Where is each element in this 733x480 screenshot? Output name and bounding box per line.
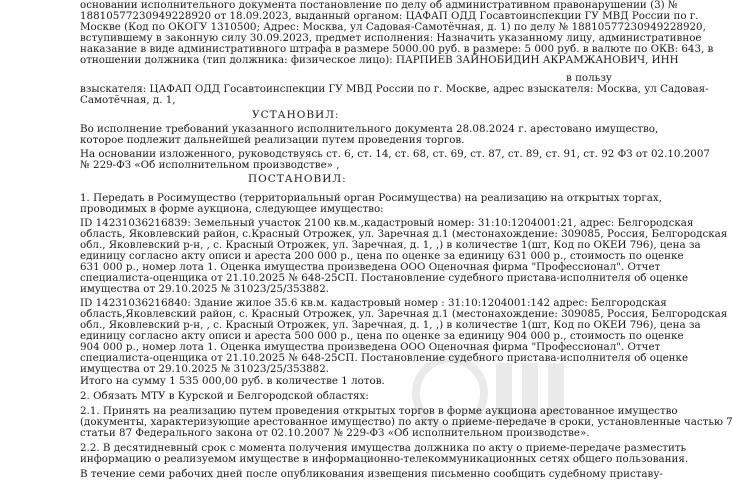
document-line: обл., Яковлевский р-н, , с. Красный Отрожек, ул. Заречная, д. 1, ,) в количестве 1(шт, Код по ОКЕИ 796), цена за <box>80 319 701 331</box>
document-line: имущества от 29.10.2025 № 31023/25/353882. <box>80 283 330 295</box>
document-line: основании исполнительного документа постановление по делу об административном правонарушении (3) № <box>80 0 678 11</box>
document-line: В течение семи рабочих дней после опубликования извещения письменно сообщить судебному приставу- <box>80 468 663 480</box>
document-line: № 229-ФЗ «Об исполнительном производстве» , <box>80 159 340 171</box>
document-line: ID 14231036216840: Здание жилое 35.6 кв.м. кадастровый номер : 31:10:1204001:142 адрес: Белгородская <box>80 297 667 309</box>
document-line: 904 000 р., номер лота 1. Оценка имущества произведена ООО Оценочная фирма "Профессионал". Отчет <box>80 341 661 353</box>
document-line: 18810577230949228920 от 18.09.2023, выданный органом: ЦАФАП ОДД Госавтоинспекции ГУ МВД России по г. <box>80 10 699 22</box>
document-line: которое подлежит дальнейшей реализации путем проведения торгов. <box>80 134 465 146</box>
section-heading: ПОСТАНОВИЛ: <box>248 173 347 185</box>
document-line: Самотёчная, д. 1, <box>80 94 176 106</box>
document-line: единицу согласно акту описи и ареста 200 000 р., цена по оценке за единицу 631 000 р., стоимость по оценке <box>80 250 684 262</box>
document-line: специалиста-оценщика от 21.10.2025 № 648-25СП. Постановление судебного пристава-исполнителя об оценке <box>80 272 689 284</box>
document-line: 631 000 р., номер лота 1. Оценка имущества произведена ООО Оценочная фирма "Профессионал". Отчет <box>80 261 661 273</box>
document-line: 2. Обязать МТУ в Курской и Белгородской областях: <box>80 390 369 402</box>
document-line: в пользу <box>566 72 612 84</box>
document-line: единицу согласно акту описи и ареста 500 000 р., цена по оценке за единицу 904 000 р., стоимость по оценке <box>80 330 684 342</box>
document-line: вступившему в законную силу 30.09.2023, предмет исполнения: Назначить указанному лицу, административное <box>80 32 702 44</box>
document-line: область,Яковлевский район, с. Красный Отрожек, ул. Заречная д.1 (местонахождение: 309085, Россия, Белгородская <box>80 308 728 320</box>
document-line: 2.2. В десятидневный срок с момента получения имущества должника по акту о приеме-передаче разместить <box>80 442 687 454</box>
document-line: статьи 87 Федерального закона от 02.10.2007 № 229-ФЗ «Об исполнительном производстве». <box>80 427 590 439</box>
section-heading: УСТАНОВИЛ: <box>252 109 340 121</box>
document-line: отношении должника (тип должника: физическое лицо): ПАРПИЕВ ЗАЙНОБИДИН АКРАМЖАНОВИЧ, ИНН <box>80 54 679 66</box>
document-line: взыскателя: ЦАФАП ОДД Госавтоинспекции ГУ МВД России по г. Москве, адрес взыскателя: Москва, ул Садовая- <box>80 83 709 95</box>
document-line: специалиста-оценщика от 21.10.2025 № 648-25СП. Постановление судебного пристава-исполнителя об оценке <box>80 352 689 364</box>
document-line: наказание в виде административного штрафа в размере 5000.00 руб. в размере: 5 000 руб. в валюте по ОКВ: 643, в <box>80 43 714 55</box>
document-line: Москве (Код по ОКОГУ 1310500; Адрес: Москва, ул Садовая-Самотёчная, д. 1) по делу № 18810577230949228920, <box>80 21 706 33</box>
document-line: ID 14231036216839: Земельный участок 2100 кв.м.,кадастровый номер: 31:10:1204001:21, адрес: Белгородская <box>80 217 694 229</box>
document-line: проводимых в форме аукциона, следующее имущество: <box>80 203 384 215</box>
document-line: На основании изложенного, руководствуясь ст. 6, ст. 14, ст. 68, ст. 69, ст. 87, ст. 89, ст. 91, ст. 92 ФЗ от 02.10.2007 <box>80 148 710 160</box>
document-line: 2.1. Принять на реализацию путем проведения открытых торгов в форме аукциона арестованное имущество <box>80 405 678 417</box>
document-line: область, Яковлевский район, с.Красный Отрожек, ул. Заречная д.1 (местонахождение: 309085, Россия, Белгородская <box>80 228 728 240</box>
document-line: (документы, характеризующие арестованное имущество) по акту о приеме-передаче в сроки, установленные частью 7 <box>80 416 733 428</box>
document-line: Во исполнение требований указанного исполнительного документа 28.08.2024 г. арестовано имущество, <box>80 123 659 135</box>
document-line: имущества от 29.10.2025 № 31023/25/353882. <box>80 363 330 375</box>
document-line: Итого на сумму 1 535 000,00 руб. в количестве 1 лотов. <box>80 375 385 387</box>
document-line: информацию о реализуемом имуществе в информационно-телекоммуникационных сетях общего пользования. <box>80 453 689 465</box>
document-line: 1. Передать в Росимущество (территориальный орган Росимущества) на реализацию на открытых торгах, <box>80 192 662 204</box>
document-line: обл., Яковлевский р-н, , с. Красный Отрожек, ул. Заречная, д. 1, ,) в количестве 1(шт, Код по ОКЕИ 796), цена за <box>80 239 701 251</box>
